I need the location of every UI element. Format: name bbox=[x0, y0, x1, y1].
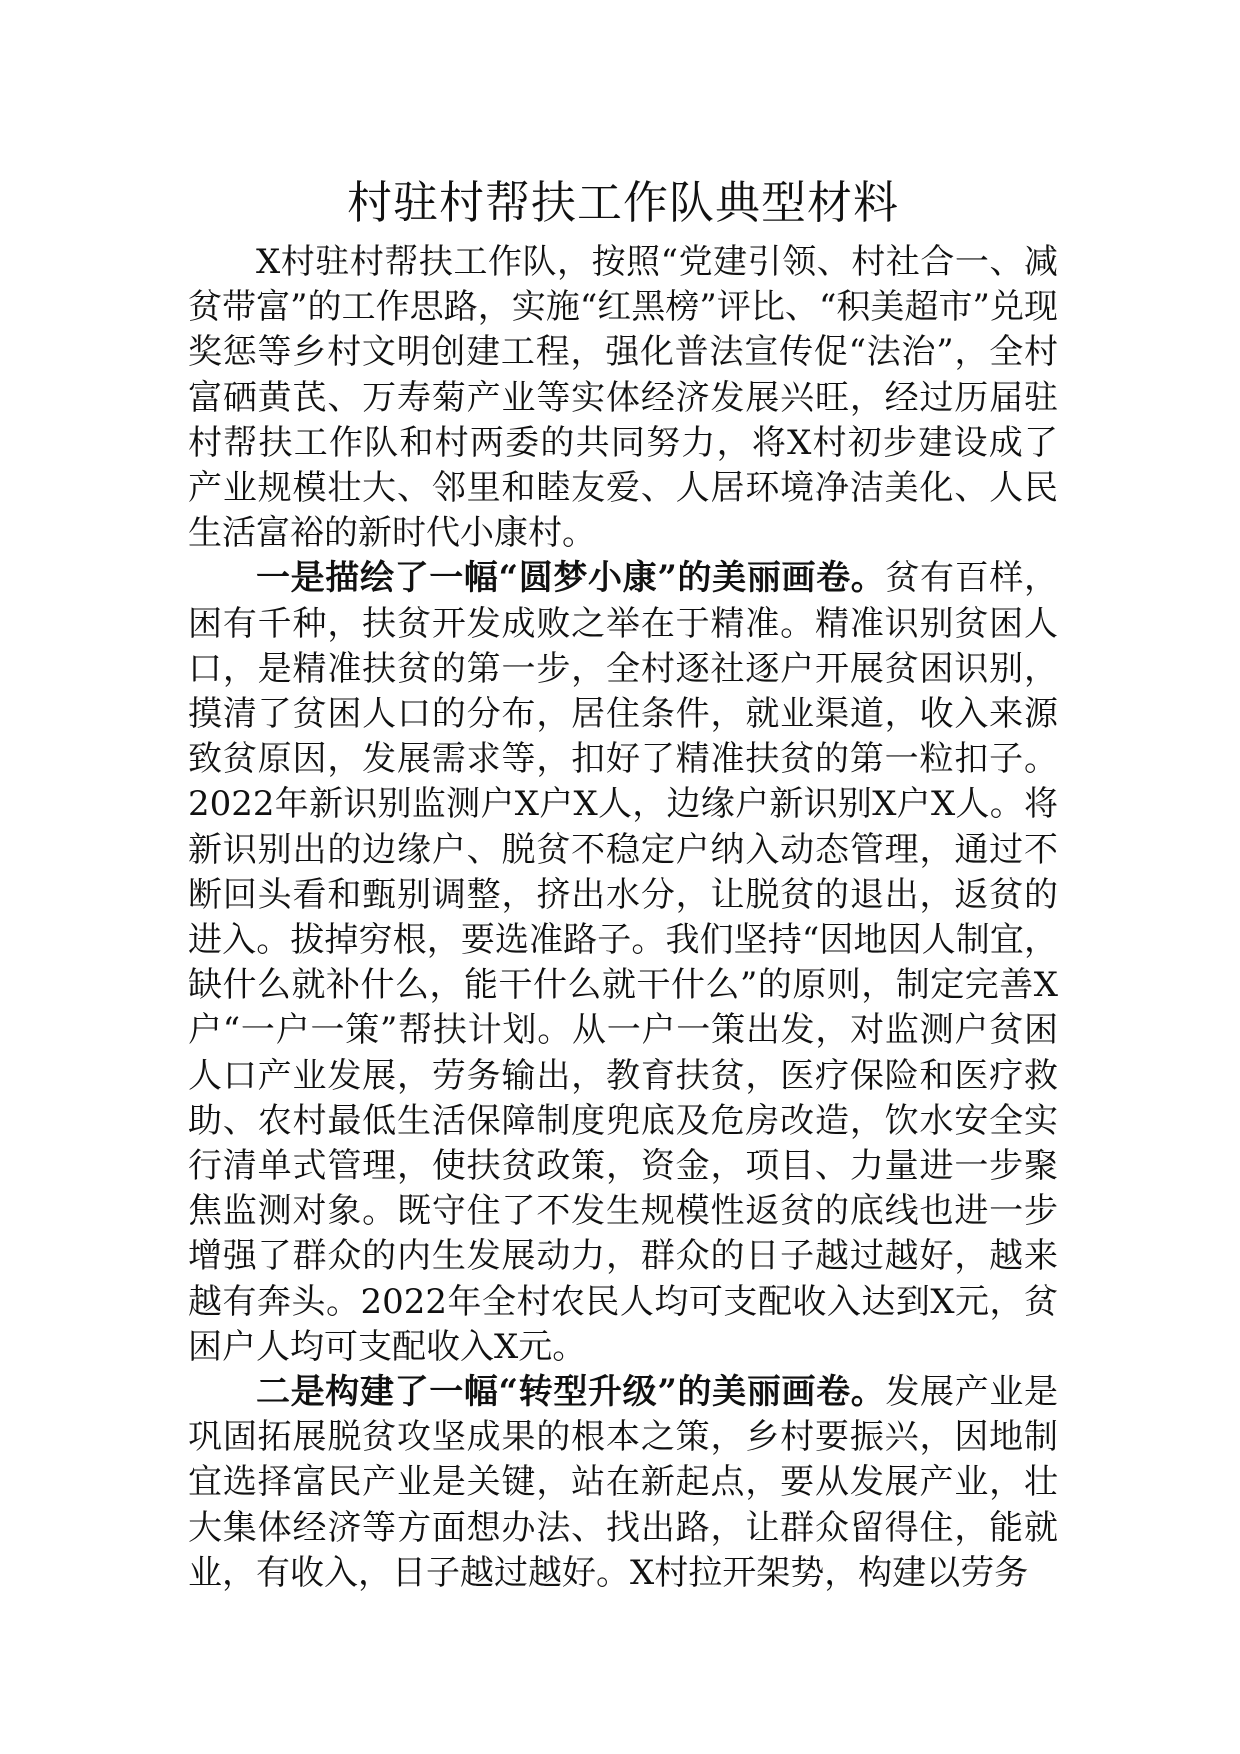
paragraph-section-two bbox=[188, 1370, 1058, 1596]
paragraph-text: X村驻村帮扶工作队，按照“党建引领、村社合一、减贫带富”的工作思路，实施“红黑榜”评比、“积美超市”兑现奖惩等乡村文明创建工程，强化普法宣传促“法治”，全村富硒黄芪、万寿菊产业等实体经济发展兴旺，经过历届驻村帮扶工作队和村两委的共同努力，将X村初步建设成了产业规模壮大、邻里和睦友爱、人居环境净洁美化、人民生活富裕的新时代小康村。 bbox=[188, 242, 1058, 554]
document-body bbox=[188, 168, 1058, 1596]
paragraph-text: 贫有百样，困有千种，扶贫开发成败之举在于精准。精准识别贫困人口，是精准扶贫的第一步，全村逐社逐户开展贫困识别，摸清了贫困人口的分布，居住条件，就业渠道，收入来源致贫原因，发展需求等，扣好了精准扶贫的第一粒扣子。2022年新识别监测户X户X人，边缘户新识别X户X人。将新识别出的边缘户、脱贫不稳定户纳入动态管理，通过不断回头看和甄别调整，挤出水分，让脱贫的退出，返贫的进入。拔掉穷根，要选准路子。我们坚持“因地因人制宜，缺什么就补什么，能干什么就干什么”的原则，制定完善X户“一户一策”帮扶计划。从一户一策出发，对监测户贫困人口产业发展，劳务输出，教育扶贫，医疗保险和医疗救助、农村最低生活保障制度兜底及危房改造，饮水安全实行清单式管理，使扶贫政策，资金，项目、力量进一步聚焦监测对象。既守住了不发生规模性返贫的底线也进一步增强了群众的内生发展动力，群众的日子越过越好，越来越有奔头。2022年全村农民人均可支配收入达到X元，贫困户人均可支配收入X元。 bbox=[188, 558, 1058, 1367]
paragraph-lead: 一是描绘了一幅“圆梦小康”的美丽画卷。 bbox=[256, 558, 886, 599]
paragraph-text: 发展产业是巩固拓展脱贫攻坚成果的根本之策，乡村要振兴，因地制宜选择富民产业是关键，站在新起点，要从发展产业，壮大集体经济等方面想办法、找出路，让群众留得住，能就业，有收入，日子越过越好。X村拉开架势，构建以劳务 bbox=[188, 1372, 1058, 1593]
paragraph-intro bbox=[188, 240, 1058, 556]
document-title: 村驻村帮扶工作队典型材料 bbox=[346, 176, 899, 229]
paragraph-lead: 二是构建了一幅“转型升级”的美丽画卷。 bbox=[256, 1372, 886, 1413]
paragraph-section-one bbox=[188, 556, 1058, 1370]
